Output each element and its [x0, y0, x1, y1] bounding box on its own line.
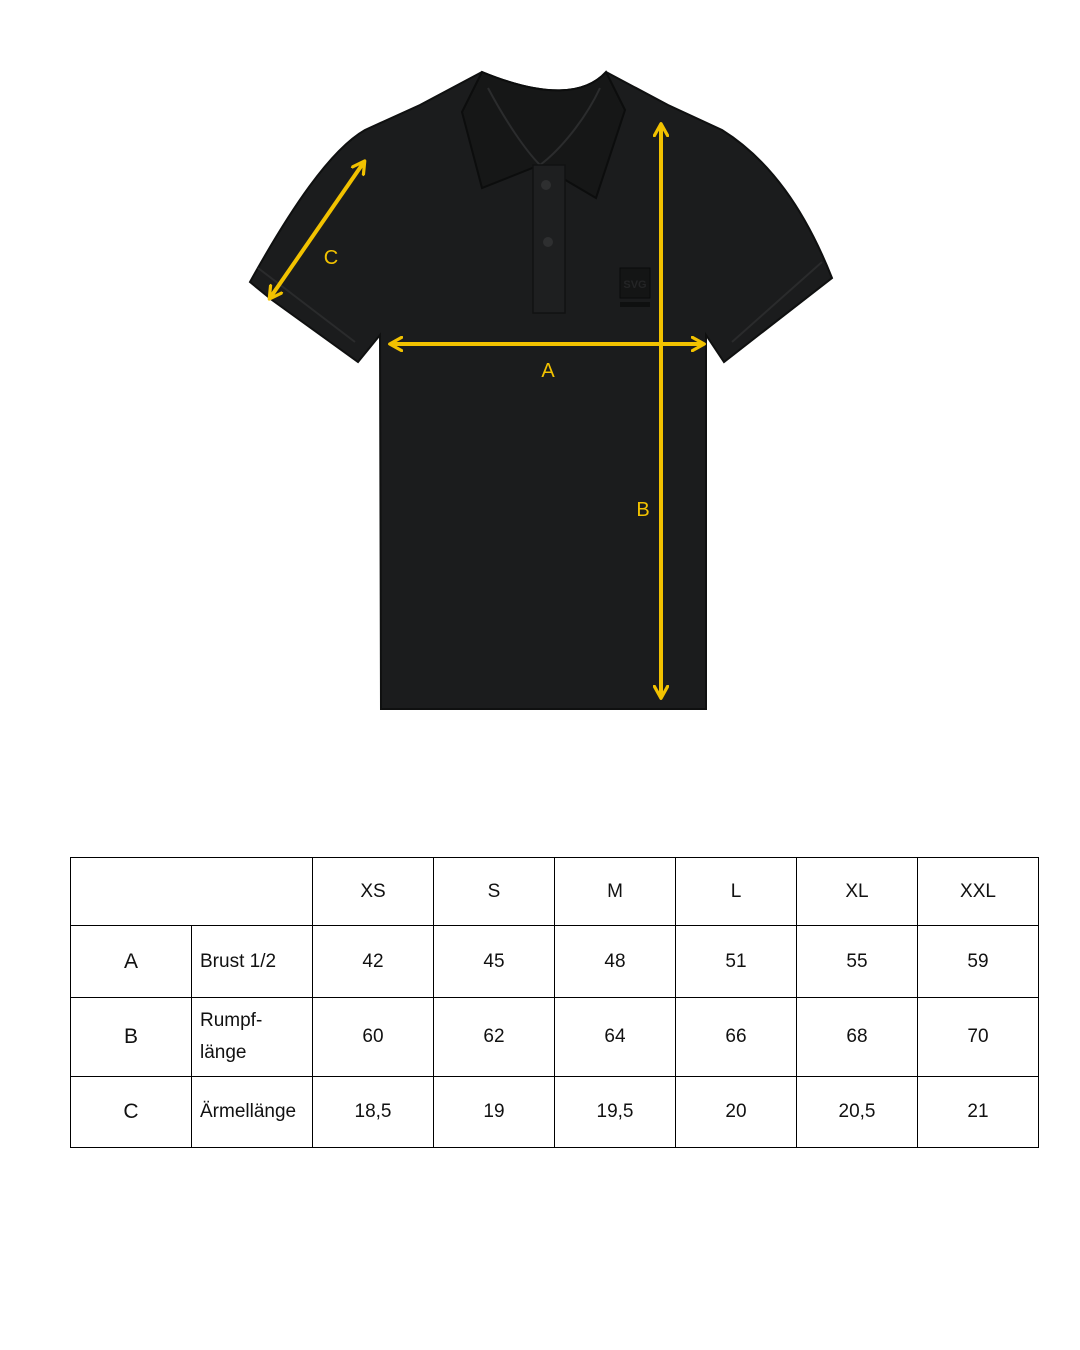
value-cell: 51 — [676, 926, 797, 998]
table-row — [71, 926, 1039, 998]
value-cell: 64 — [555, 998, 676, 1077]
row-letter: A — [71, 926, 192, 998]
measure-label-a: A — [541, 360, 555, 382]
value-cell: 66 — [676, 998, 797, 1077]
value-cell: 45 — [434, 926, 555, 998]
button-bottom — [543, 237, 553, 247]
value-cell: 62 — [434, 998, 555, 1077]
svg-text:SVG: SVG — [623, 279, 647, 291]
row-label — [192, 998, 313, 1077]
value-cell: 20 — [676, 1077, 797, 1148]
size-header-l: L — [676, 858, 797, 926]
size-header-s: S — [434, 858, 555, 926]
size-header-xs: XS — [313, 858, 434, 926]
row-letter: B — [71, 998, 192, 1077]
value-cell: 19 — [434, 1077, 555, 1148]
size-chart-table — [70, 857, 1039, 1148]
measure-label-b: B — [636, 499, 650, 521]
value-cell: 21 — [918, 1077, 1039, 1148]
row-letter: C — [71, 1077, 192, 1148]
value-cell: 42 — [313, 926, 434, 998]
button-top — [541, 180, 551, 190]
table-row — [71, 998, 1039, 1077]
value-cell: 60 — [313, 998, 434, 1077]
size-header-xl: XL — [797, 858, 918, 926]
size-header-xxl: XXL — [918, 858, 1039, 926]
row-label-text: Ärmellänge — [200, 1101, 297, 1122]
row-label — [192, 1077, 313, 1148]
value-cell: 70 — [918, 998, 1039, 1077]
table-header-row — [71, 858, 1039, 926]
value-cell: 20,5 — [797, 1077, 918, 1148]
value-cell: 18,5 — [313, 1077, 434, 1148]
size-header-m: M — [555, 858, 676, 926]
row-label — [192, 926, 313, 998]
header-empty-cell — [71, 858, 313, 926]
row-label-text: Brust 1/2 — [200, 950, 277, 972]
value-cell: 68 — [797, 998, 918, 1077]
value-cell: 48 — [555, 926, 676, 998]
value-cell: 19,5 — [555, 1077, 676, 1148]
table-row — [71, 1077, 1039, 1148]
measure-label-c: C — [323, 247, 339, 269]
row-label-text: Rumpf- länge — [200, 1010, 263, 1063]
value-cell: 59 — [918, 926, 1039, 998]
value-cell: 55 — [797, 926, 918, 998]
